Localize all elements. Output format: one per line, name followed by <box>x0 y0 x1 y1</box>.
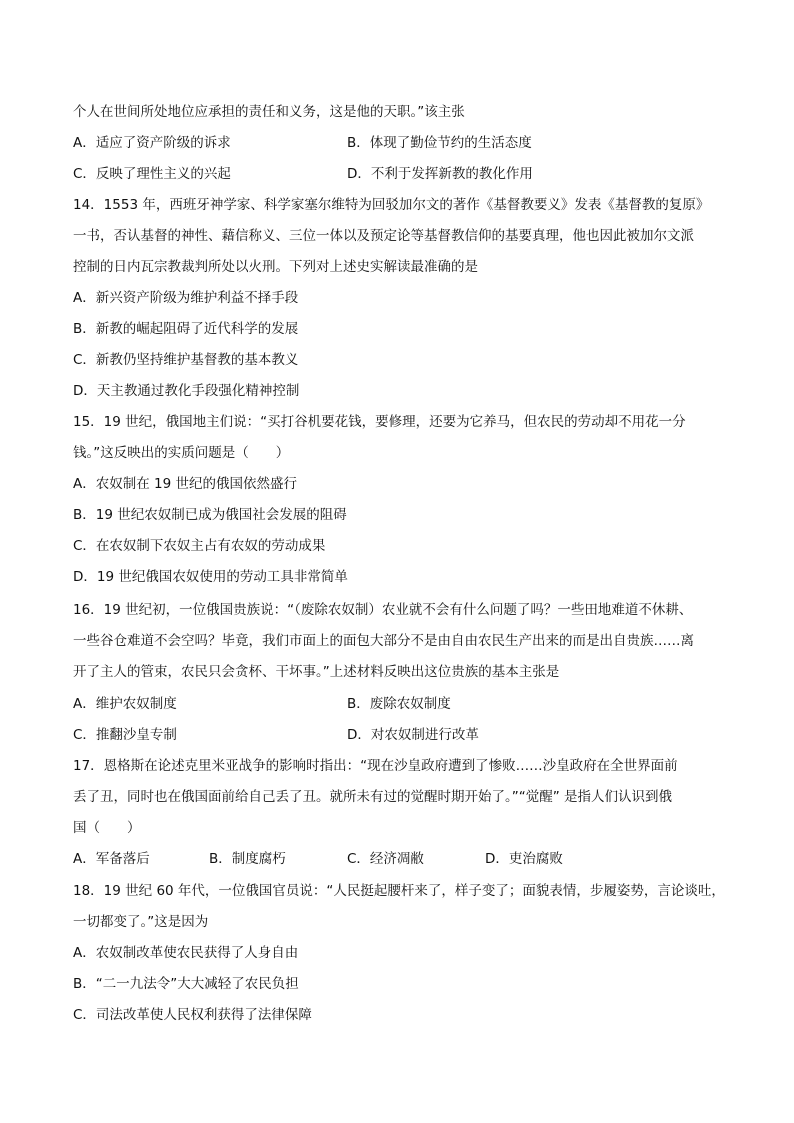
q15-stem-line1: 15．19 世纪，俄国地主们说：“买打谷机要花钱，要修理，还要为它养马，但农民的劳动却不用花一分 <box>73 414 686 430</box>
q13-option-c: C．反映了理性主义的兴起 <box>73 166 231 182</box>
q14-option-a: A．新兴资产阶级为维护利益不择手段 <box>73 290 299 306</box>
q14-stem-line2: 一书，否认基督的神性、藉信称义、三位一体以及预定论等基督教信仰的基要真理，他也因此被加尔文派 <box>73 228 694 244</box>
q14-option-d: D．天主教通过教化手段强化精神控制 <box>73 383 300 399</box>
q16-option-d: D．对农奴制进行改革 <box>347 727 479 743</box>
q13-option-a: A．适应了资产阶级的诉求 <box>73 135 231 151</box>
q17-option-b: B．制度腐朽 <box>209 851 286 867</box>
q14-option-b: B．新教的崛起阻碍了近代科学的发展 <box>73 321 299 337</box>
q17-option-c: C．经济凋敝 <box>347 851 424 867</box>
q14-option-c: C．新教仍坚持维护基督教的基本教义 <box>73 352 299 368</box>
q17-stem-line3: 国（ ） <box>73 820 141 836</box>
q16-option-a: A．维护农奴制度 <box>73 696 177 712</box>
q17-option-a: A．军备落后 <box>73 851 150 867</box>
q17-stem-line2: 丢了丑，同时也在俄国面前给自己丢了丑。就所未有过的觉醒时期开始了。”“觉醒” 是指人们认识到俄 <box>73 789 673 805</box>
q16-option-b: B．废除农奴制度 <box>347 696 451 712</box>
q18-option-b: B．“二一九法令”大大减轻了农民负担 <box>73 976 299 992</box>
q16-stem-line2: 一些谷仓难道不会空吗？毕竟，我们市面上的面包大部分不是由自由农民生产出来的而是出自贵族……离 <box>73 633 694 649</box>
q18-stem-line2: 一切都变了。”这是因为 <box>73 914 209 930</box>
q14-stem-line3: 控制的日内瓦宗教裁判所处以火刑。下列对上述史实解读最准确的是 <box>73 259 478 275</box>
q14-stem-line1: 14．1553 年，西班牙神学家、科学家塞尔维特为回驳加尔文的著作《基督教要义》发表《基督教的复原》 <box>73 197 710 213</box>
q15-option-b: B．19 世纪农奴制已成为俄国社会发展的阻碍 <box>73 507 347 523</box>
q15-option-c: C．在农奴制下农奴主占有农奴的劳动成果 <box>73 538 326 554</box>
q16-stem-line1: 16．19 世纪初，一位俄国贵族说：“（废除农奴制）农业就不会有什么问题了吗？一些田地难道不休耕、 <box>73 602 693 618</box>
q13-option-b: B．体现了勤俭节约的生活态度 <box>347 135 532 151</box>
q13-option-d: D．不利于发挥新教的教化作用 <box>347 166 533 182</box>
q17-option-d: D．吏治腐败 <box>485 851 563 867</box>
q16-stem-line3: 开了主人的管束，农民只会贪杯、干坏事。”上述材料反映出这位贵族的基本主张是 <box>73 664 560 680</box>
q15-stem-line2: 钱。”这反映出的实质问题是（ ） <box>73 445 290 461</box>
q13-stem-tail: 个人在世间所处地位应承担的责任和义务，这是他的天职。”该主张 <box>73 104 465 120</box>
q18-option-a: A．农奴制改革使农民获得了人身自由 <box>73 945 299 961</box>
q18-stem-line1: 18．19 世纪 60 年代，一位俄国官员说：“人民挺起腰杆来了，样子变了；面貌表情，步履姿势，言论谈吐， <box>73 883 725 899</box>
q15-option-a: A．农奴制在 19 世纪的俄国依然盛行 <box>73 476 297 492</box>
q17-stem-line1: 17．恩格斯在论述克里米亚战争的影响时指出：“现在沙皇政府遭到了惨败……沙皇政府在全世界面前 <box>73 758 678 774</box>
q15-option-d: D．19 世纪俄国农奴使用的劳动工具非常简单 <box>73 569 348 585</box>
q18-option-c: C．司法改革使人民权利获得了法律保障 <box>73 1007 312 1023</box>
q16-option-c: C．推翻沙皇专制 <box>73 727 177 743</box>
